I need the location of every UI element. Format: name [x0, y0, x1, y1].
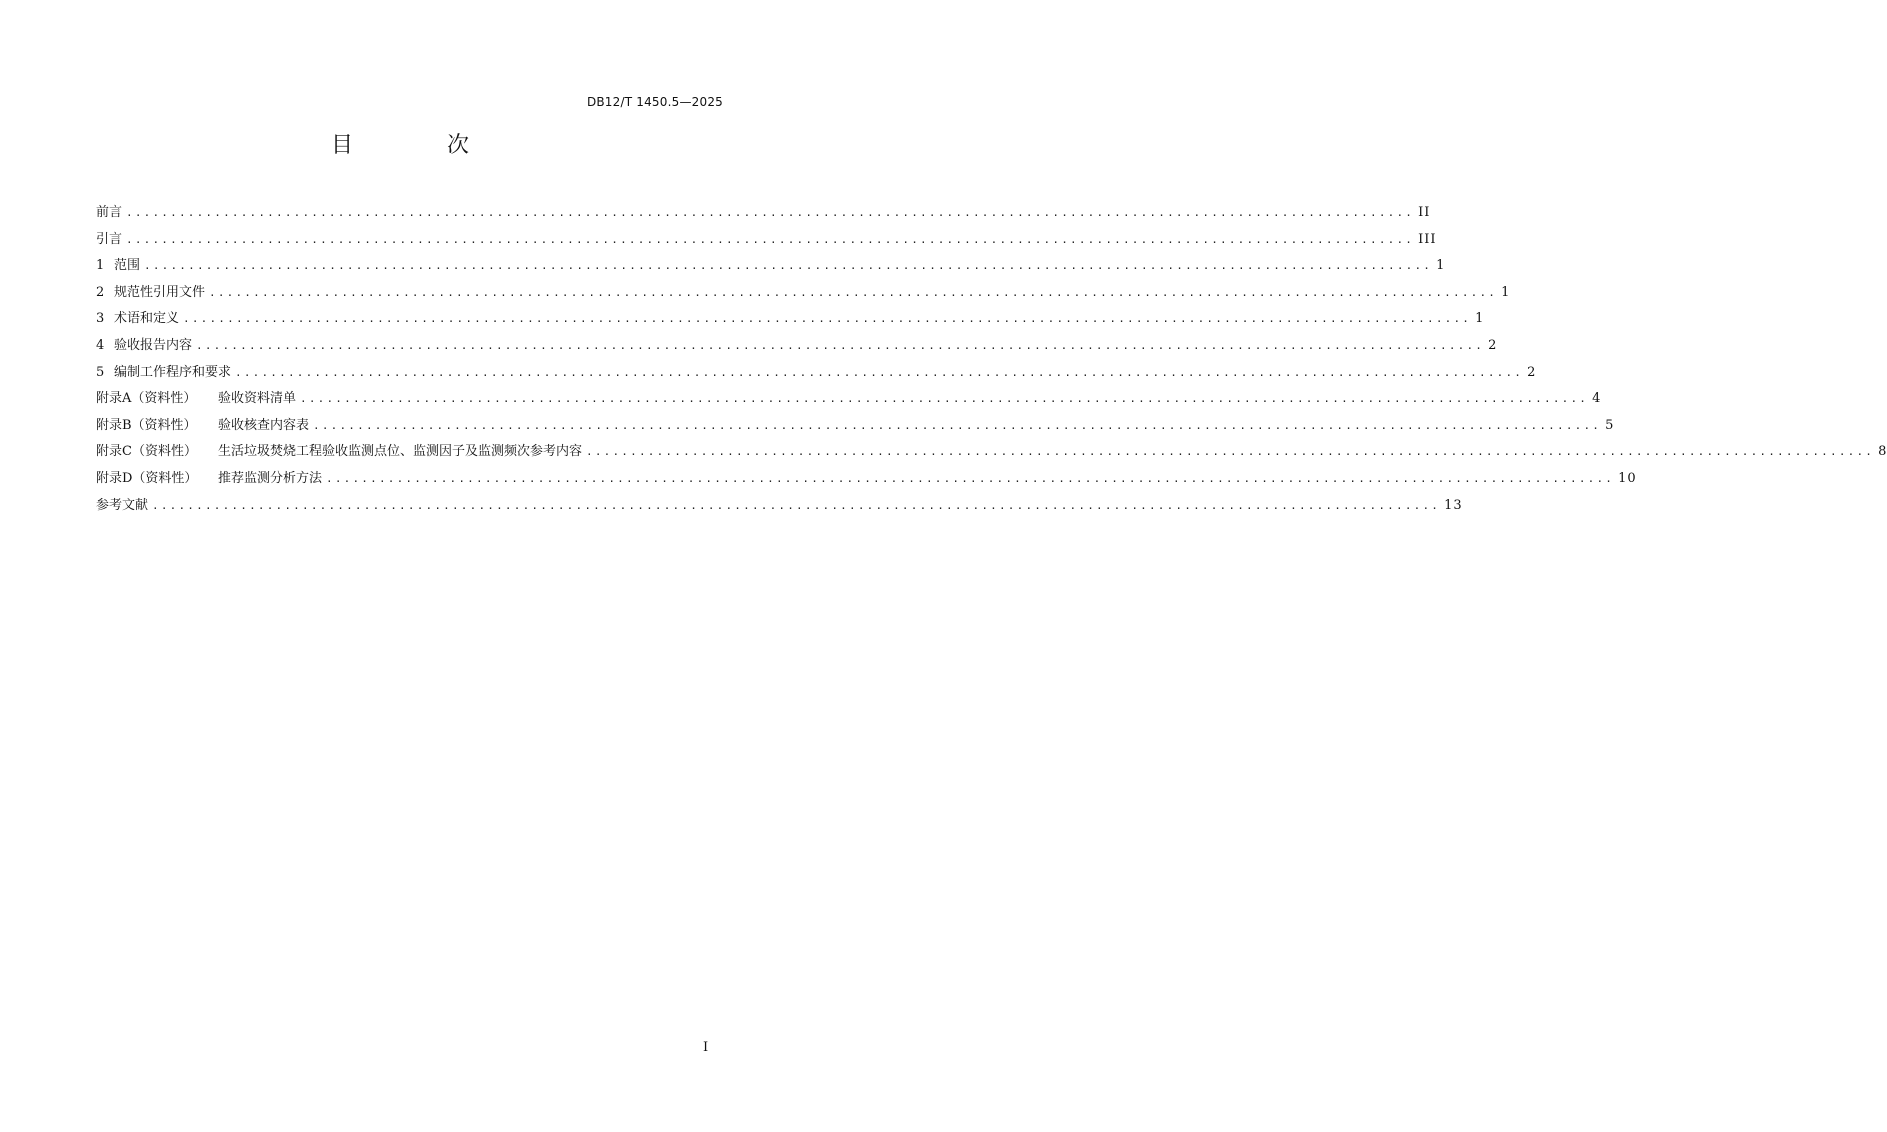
toc-appendix-tag: 附录B（资料性）: [96, 417, 197, 433]
toc-page-number: II: [1418, 205, 1431, 220]
toc-entry-procedures[interactable]: [96, 360, 1537, 387]
toc-page-number: 13: [1444, 497, 1463, 513]
toc-page-number: 1: [1436, 258, 1446, 274]
toc-entry-number: 2: [96, 284, 105, 300]
toc-dot-leader: ..................................................................................................................................................: [235, 365, 1524, 379]
toc-dot-leader: ..................................................................................................................................................: [126, 232, 1415, 246]
page-title: 目 次: [330, 133, 505, 158]
toc-page-number: 5: [1605, 417, 1615, 433]
toc-entry-label: 编制工作程序和要求: [114, 364, 232, 380]
toc-dot-leader: ..................................................................................................................................................: [152, 498, 1441, 512]
toc-entry-label: 参考文献: [96, 497, 149, 513]
toc-entry-normative-references[interactable]: [96, 280, 1511, 307]
toc-page-number: 8: [1878, 444, 1887, 460]
toc-entry-label: 生活垃圾焚烧工程验收监测点位、监测因子及监测频次参考内容: [218, 444, 583, 460]
toc-dot-leader: ..................................................................................................................................................: [586, 445, 1875, 459]
toc-entry-appendix-a[interactable]: [96, 386, 1602, 413]
toc-entry-label: 术语和定义: [114, 311, 180, 327]
toc-dot-leader: ..................................................................................................................................................: [126, 206, 1415, 219]
toc-entry-bibliography[interactable]: [96, 493, 1463, 520]
toc-page-number: 1: [1475, 311, 1485, 327]
toc-entry-report-content[interactable]: [96, 333, 1498, 360]
toc-dot-leader: ..................................................................................................................................................: [196, 338, 1485, 352]
toc-page-number: 2: [1527, 364, 1537, 380]
toc-appendix-tag: 附录C（资料性）: [96, 444, 197, 460]
toc-page-number: 1: [1501, 284, 1511, 300]
toc-entry-number: 1: [96, 258, 105, 274]
toc-dot-leader: ..................................................................................................................................................: [300, 392, 1589, 406]
toc-dot-leader: ..................................................................................................................................................: [326, 471, 1615, 485]
toc-entry-terms-definitions[interactable]: [96, 306, 1485, 333]
toc-entry-number: 5: [96, 364, 105, 380]
page-number: I: [703, 1040, 709, 1055]
toc-entry-introduction[interactable]: [96, 227, 1437, 254]
toc-entry-scope[interactable]: [96, 253, 1446, 280]
toc-entry-label: 规范性引用文件: [114, 284, 206, 300]
toc-entry-preface[interactable]: [96, 200, 1431, 227]
table-of-contents: [96, 200, 1887, 519]
toc-entry-appendix-d[interactable]: [96, 466, 1637, 493]
toc-dot-leader: ..................................................................................................................................................: [313, 418, 1602, 432]
toc-entry-number: 3: [96, 311, 105, 327]
toc-page-number: 2: [1488, 337, 1498, 353]
toc-entry-label: 引言: [96, 231, 123, 247]
toc-page-number: 10: [1618, 470, 1637, 486]
toc-entry-number: 4: [96, 337, 105, 353]
toc-dot-leader: ..................................................................................................................................................: [144, 259, 1433, 273]
toc-entry-label: 验收资料清单: [218, 391, 297, 407]
toc-entry-label: 验收核查内容表: [218, 417, 310, 433]
toc-dot-leader: ..................................................................................................................................................: [183, 312, 1472, 326]
toc-entry-label: 验收报告内容: [114, 337, 193, 353]
toc-appendix-tag: 附录A（资料性）: [96, 391, 197, 407]
toc-entry-label: 前言: [96, 205, 123, 220]
toc-appendix-tag: 附录D（资料性）: [96, 470, 198, 486]
toc-page-number: 4: [1592, 391, 1602, 407]
toc-page-number: III: [1418, 231, 1437, 247]
toc-dot-leader: ..................................................................................................................................................: [209, 285, 1498, 299]
document-code: DB12/T 1450.5—2025: [586, 95, 723, 109]
toc-entry-label: 范围: [114, 258, 141, 274]
toc-entry-appendix-b[interactable]: [96, 413, 1615, 440]
toc-entry-label: 推荐监测分析方法: [218, 470, 323, 486]
toc-entry-appendix-c[interactable]: [96, 439, 1887, 466]
